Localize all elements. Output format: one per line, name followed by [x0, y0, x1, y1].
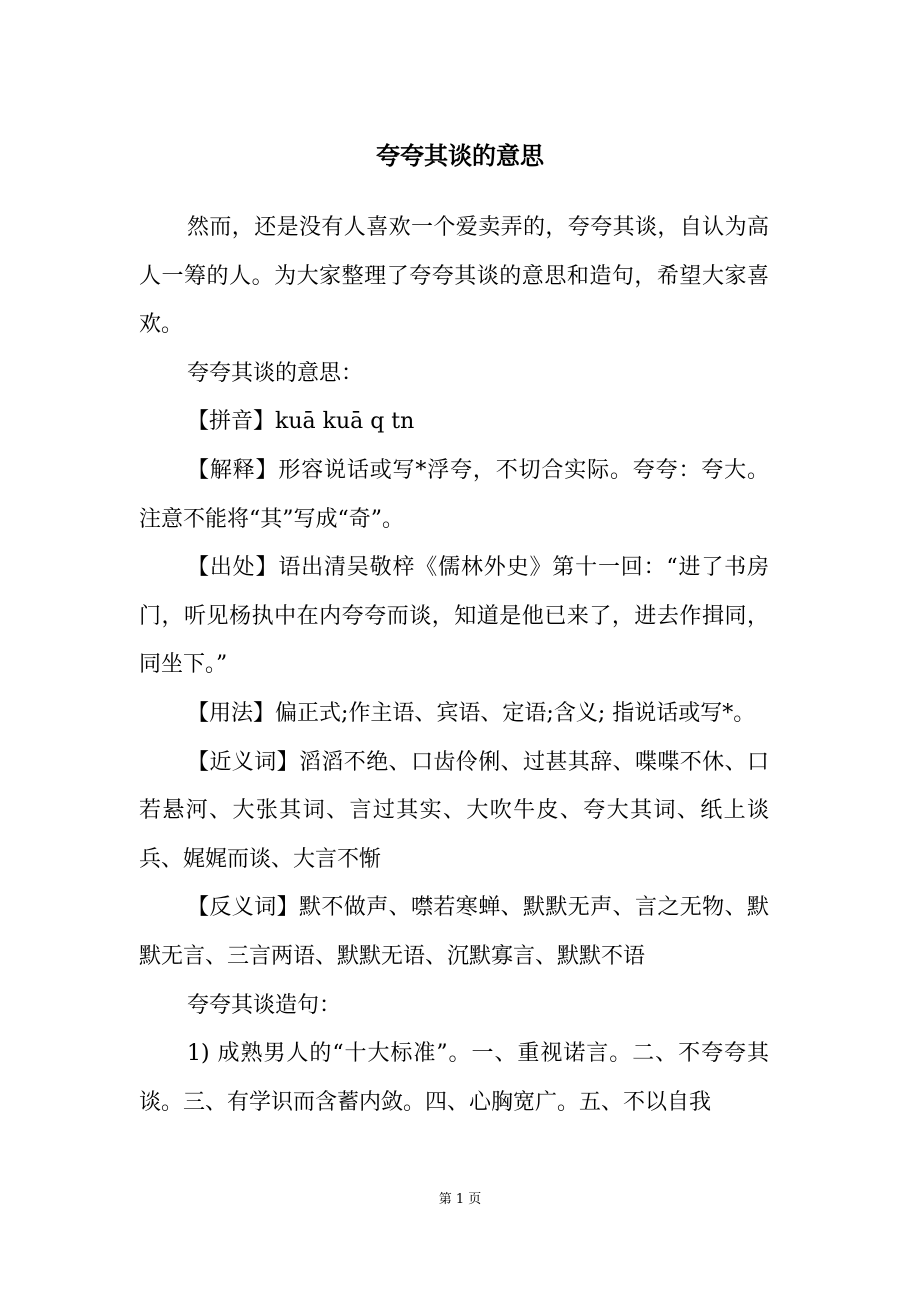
paragraph-meaning-heading: 夸夸其谈的意思： — [187, 360, 364, 386]
paragraph-pinyin: 【拼音】kuā kuā q tn — [187, 409, 415, 435]
paragraph-explanation: 【解释】形容说话或写*浮夸，不切合实际。夸夸：夸大。注意不能将“其”写成“奇”。 — [139, 457, 769, 532]
paragraph-example-1: 1) 成熟男人的“十大标准”。一、重视诺言。二、不夸夸其谈。三、有学识而含蓄内敛。四、心胸宽广。五、不以自我 — [139, 1041, 769, 1115]
document-body — [139, 204, 769, 1127]
paragraph-synonyms: 【近义词】滔滔不绝、口齿伶俐、过甚其辞、喋喋不休、口若悬河、大张其词、言过其实、大吹牛皮、夸大其词、纸上谈兵、娓娓而谈、大言不惭 — [139, 749, 769, 872]
paragraph-usage: 【用法】偏正式;作主语、宾语、定语;含义; 指说话或写*。 — [187, 700, 756, 726]
paragraph-examples-heading: 夸夸其谈造句： — [187, 992, 342, 1018]
page-number: 第 1 页 — [438, 1192, 482, 1207]
paragraph-antonyms: 【反义词】默不做声、噤若寒蝉、默默无声、言之无物、默默无言、三言两语、默默无语、沉默寡言、默默不语 — [139, 895, 769, 969]
paragraph-intro: 然而，还是没有人喜欢一个爱卖弄的，夸夸其谈，自认为高人一筹的人。为大家整理了夸夸其谈的意思和造句，希望大家喜欢。 — [139, 215, 769, 338]
document-title: 夸夸其谈的意思 — [376, 142, 544, 170]
paragraph-source: 【出处】语出清吴敬梓《儒林外史》第十一回：“进了书房门，听见杨执中在内夸夸而谈，知道是他已来了，进去作揖同，同坐下。” — [139, 555, 769, 678]
